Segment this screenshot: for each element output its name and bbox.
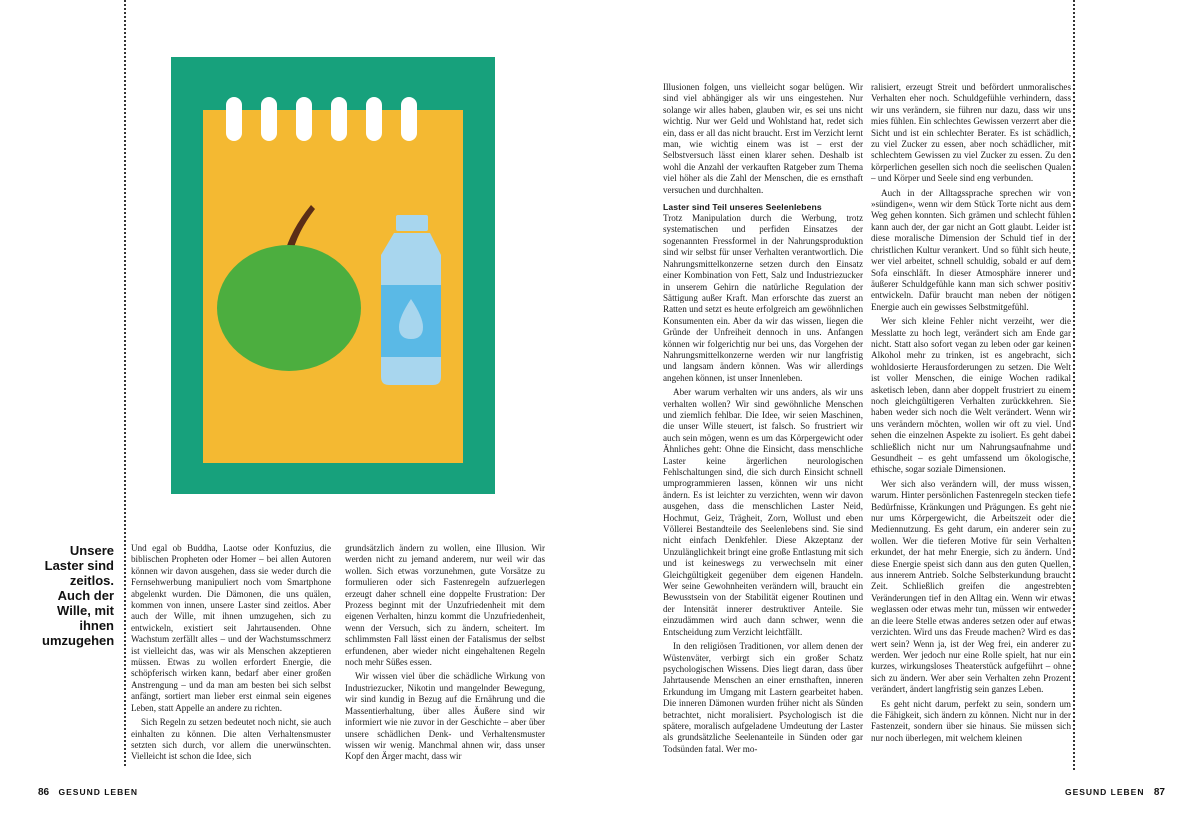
paragraph: In den religiösen Traditionen, vor allem denen der Wüstenväter, verbirgt sich ein großer Schatz psychologischen Wissens. Dies liegt daran, dass über Jahrtausende Menschen an einer ernsthaften, inneren Erkundung im Umgang mit Lastern gearbeitet haben. Die inneren Dämonen wurden früher nicht als Sünden betrachtet, nicht moralisiert. Psychologisch ist die spätere, moralisch aufgeladene Umdeutung der Laster als grundsätzliche Seelenanteile in Sünden oder gar Todsünden fatal. Wer mo- (663, 641, 863, 754)
notepad-illustration (171, 57, 495, 494)
paragraph: Trotz Manipulation durch die Werbung, trotz systematischen und perfiden Einsatzes der sogenannten Fressformel in der Nahrungsproduktion sind wir selbst für unser Verhalten verantwortlich. Die Nahrungsmittelkonzerne setzen durch den Einsatz einer Kombination von Fett, Salz und Industriezucker in unserem Gehirn die natürliche Regulation der Sättigung außer Kraft. Man erforschte das zuerst an Ratten und setzt es heute erfolgreich am gewöhnlichen Konsumenten ein. Aber da wir das wissen, liegen die Gründe der Unfreiheit dennoch in uns. Anfangen können wir folgerichtig nur bei uns, das Vorgehen der Nahrungsmittelkonzerne werden wir nur langfristig und langsam ändern können. Was wir allerdings angehen können, ist unser Innenleben. (663, 213, 863, 383)
paragraph: Wer sich also verändern will, der muss wissen, warum. Hinter persönlichen Fastenregeln stecken tiefe Bedürfnisse, Kränkungen und Prägungen. Es geht nie nur ums Körpergewicht, die Arbeitszeit oder die Mediennutzung. Es geht darum, ein anderer sein zu wollen. Wer die tieferen Motive für sein Verhalten erkundet, der hat mehr Energie, sich zu ändern. Und diese Energie speist sich dann aus den guten Quellen, aus innerem Antrieb. Solche Selbsterkundung braucht Zeit. Schließlich greifen die angestrebten Veränderungen tief in den Alltag ein. Wenn wir etwas weglassen oder etwas mehr tun, müssen wir entweder an die leere Stelle etwas anderes setzen oder auf etwas verzichten. Wird uns das Freude machen? Wird es das wert sein? Wenn ja, ist der Weg frei, ein anderer zu werden. Wer jedoch nur eine Rolle spielt, hat nur ein kurzes, wirkungsloses Theaterstück aufgeführt – ohne sich zu ändern. Wer aber sein Verhalten zehn Prozent verändert, ändert langfristig sein ganzes Leben. (871, 478, 1071, 695)
footer-right (1065, 787, 1171, 798)
water-bottle-icon (381, 215, 441, 385)
paragraph: Es geht nicht darum, perfekt zu sein, sondern um die Fähigkeit, sich ändern zu können. Nicht nur in der Fastenzeit, sondern über sie hinaus. Sie müssen sich nur noch überlegen, mit welchem kleinen (871, 698, 1071, 743)
footer-left (32, 787, 138, 798)
text-column-3 (663, 82, 863, 774)
paragraph: grundsätzlich ändern zu wollen, eine Illusion. Wir werden nicht zu jemand anderem, nur weil wir das wollen. Sich etwas vorzunehmen, gute Vorsätze zu formulieren oder sich Fastenregeln aufzuerlegen erzeugt daher schnell eine doppelte Frustration: Der Prozess beginnt mit der Unzufriedenheit mit dem eigenen Verhalten, hinzu kommt die Unzufriedenheit, wenn der Versuch, sich zu ändern, scheitert. Im schlimmsten Fall lässt einen der Fatalismus der selbst erfundenen, aber wieder nicht eingehaltenen Regeln noch mehr Süßes essen. (345, 543, 545, 668)
paragraph: Wer sich kleine Fehler nicht verzeiht, wer die Messlatte zu hoch legt, verändert sich am Ende gar nicht. Statt also sofort vegan zu leben oder gar keinen Alkohol mehr zu trinken, ist es angebracht, sich wohldosierte Herausforderungen zu setzen. Die Welt ist voller Menschen, die einige Wochen radikal asketisch leben, dann aber doppelt frustriert zu einem noch gleichgültigeren Verhalten zurückkehren. Sie haben weder sich noch die Welt verändert. Wenn wir uns verändern möchten, wollen wir oft zu viel. Und sehen die einzelnen Aspekte zu isoliert. Es geht dabei schließlich nicht nur um Nahrungsaufnahme und Gesundheit – es geht umfassend um ökologische, ethische, sogar soziale Dimensionen. (871, 316, 1071, 475)
paragraph: ralisiert, erzeugt Streit und befördert unmoralisches Verhalten eher noch. Schuldgefühle verhindern, dass wir uns verändern, sie führen nur dazu, dass wir uns mies fühlen. Ein schlechtes Gewissen verzerrt aber die Sicht und ist ein schlechter Berater. Es ist schädlich, zu viel Zucker zu essen, aber noch schädlicher, mit schlechtem Gewissen zu viel Zucker zu essen. Zu den körperlichen gesellen sich noch die seelischen Qualen – und Körper und Seele sind eng verbunden. (871, 82, 1071, 184)
section-label-left: GESUND LEBEN (58, 787, 139, 797)
notepad-apple-bottle-svg (171, 57, 495, 494)
paragraph: Aber warum verhalten wir uns anders, als wir uns verhalten wollen? Wir sind gewöhnliche Menschen und ziemlich fehlbar. Die Idee, wir seien Maschinen, die unser Wille steuert, ist falsch. So frustriert wir auch sein mögen, wenn es um das Körpergewicht oder Ähnliches geht: Ohne die Einsicht, dass menschliche Laster keine ärgerlichen neurologischen Fehlschaltungen sind, die sich durch Einsicht schnell umprogrammieren lassen, können wir uns nicht ändern. Es ist leichter zu verzichten, wenn wir davon ausgehen, dass die menschlichen Laster Neid, Hochmut, Geiz, Trägheit, Zorn, Wollust und eben Völlerei Bestandteile des Seelenlebens sind. Sie sind nicht einfach Denkfehler. Diese Akzeptanz der Unzulänglichkeit bringt eine große Entlastung mit sich und ist keineswegs zu verwechseln mit einer Gleichgültigkeit gegenüber dem eigenen Handeln. Wer seine Gewohnheiten verändern will, braucht ein Bewusstsein von der Stabilität eigener Routinen und der Intensität innerer destruktiver Anteile. Sie einzudämmen wird auch dann schwer, wenn die Entscheidung zum Verzicht leichtfällt. (663, 387, 863, 637)
pull-quote: Unsere Laster sind zeitlos. Auch der Wille, mit ihnen umzugehen (42, 543, 115, 648)
paragraph: Und egal ob Buddha, Laotse oder Konfuzius, die biblischen Propheten oder Homer – bei allen Autoren können wir davon ausgehen, dass sie weder durch die Fernsehwerbung manipuliert noch vom Smartphone abgelenkt wurden. Die Dämonen, die uns quälen, kommen von innen, unsere Laster sind zeitlos. Aber auch der Wille, mit ihnen umzugehen, sich zu entwickeln, existiert seit Jahrtausenden. Ohne Wachstum zerfällt alles – und der Wachstumsschmerz ist vielleicht das, was wir als Menschen akzeptieren müssen. Etwas zu wollen erfordert Energie, die schöpferisch wirken kann, bedarf aber einer großen Anstrengung – und da man am besten bei sich selbst anfängt, sortiert man lieber erst einmal sein eigenes Leben, statt Appelle an andere zu richten. (131, 543, 331, 713)
paragraph: Sich Regeln zu setzen bedeutet noch nicht, sie auch einhalten zu können. Die alten Verhaltensmuster setzten sich durch, vor allem die unerwünschten. Vielleicht ist schon die Idee, sich (131, 717, 331, 762)
section-label-right: GESUND LEBEN (1064, 787, 1145, 797)
right-dotted-rule (1073, 0, 1075, 770)
left-dotted-rule (124, 0, 126, 766)
section-heading: Laster sind Teil unseres Seelenlebens (663, 202, 822, 213)
apple-icon (217, 245, 361, 371)
page-number-left: 86 (38, 787, 50, 798)
paragraph: Auch in der Alltagssprache sprechen wir von »sündigen«, wenn wir dem Stück Torte nicht aus dem Weg gehen konnten. Sich grämen und schlecht fühlen kann auch der, der gar nicht an Gott glaubt. Leider ist diese moralische Dimension der Schuld tief in der christlichen Kultur verankert. Und so fühlt sich heute, wer viel arbeitet, schnell schuldig, sobald er auf dem Sofa einschläft. In dieser Atmosphäre innerer und äußerer Schuldgefühle kann man sich schwer positiv entwickeln. Dafür braucht man neben der nötigen Energie auch ein gewisses Selbstmitgefühl. (871, 187, 1071, 312)
text-column-1 (131, 543, 331, 771)
paragraph: Wir wissen viel über die schädliche Wirkung von Industriezucker, Nikotin und mangelnder Bewegung, wir sind kundig in Bezug auf die Ernährung und die Massentierhaltung, über alles Äußere sind wir informiert wie nie zuvor in der Geschichte – aber über unsere schädlichen Denk- und Verhaltensmuster wissen wir wenig. Manchmal ahnen wir, dass unser Kopf den Ärger macht, dass wir (345, 671, 545, 762)
text-column-4 (871, 82, 1071, 774)
text-column-2 (345, 543, 545, 771)
page-number-right: 87 (1153, 787, 1165, 798)
paragraph: Illusionen folgen, uns vielleicht sogar belügen. Wir sind viel abhängiger als wir uns eingestehen. Nur solange wir alles haben, glauben wir, es sei uns nicht wichtig. Nur wer Geld und Wohlstand hat, redet sich ein, dass er all das nicht braucht. Erst im Verzicht lernt man, wie wichtig einem was ist – erst der Selbstversuch lässt einen klarer sehen. Deshalb ist wohl die Anzahl der verkauften Ratgeber zum Thema viel höher als die Zahl der Menschen, die es ernsthaft versuchen und durchhalten. (663, 82, 863, 195)
